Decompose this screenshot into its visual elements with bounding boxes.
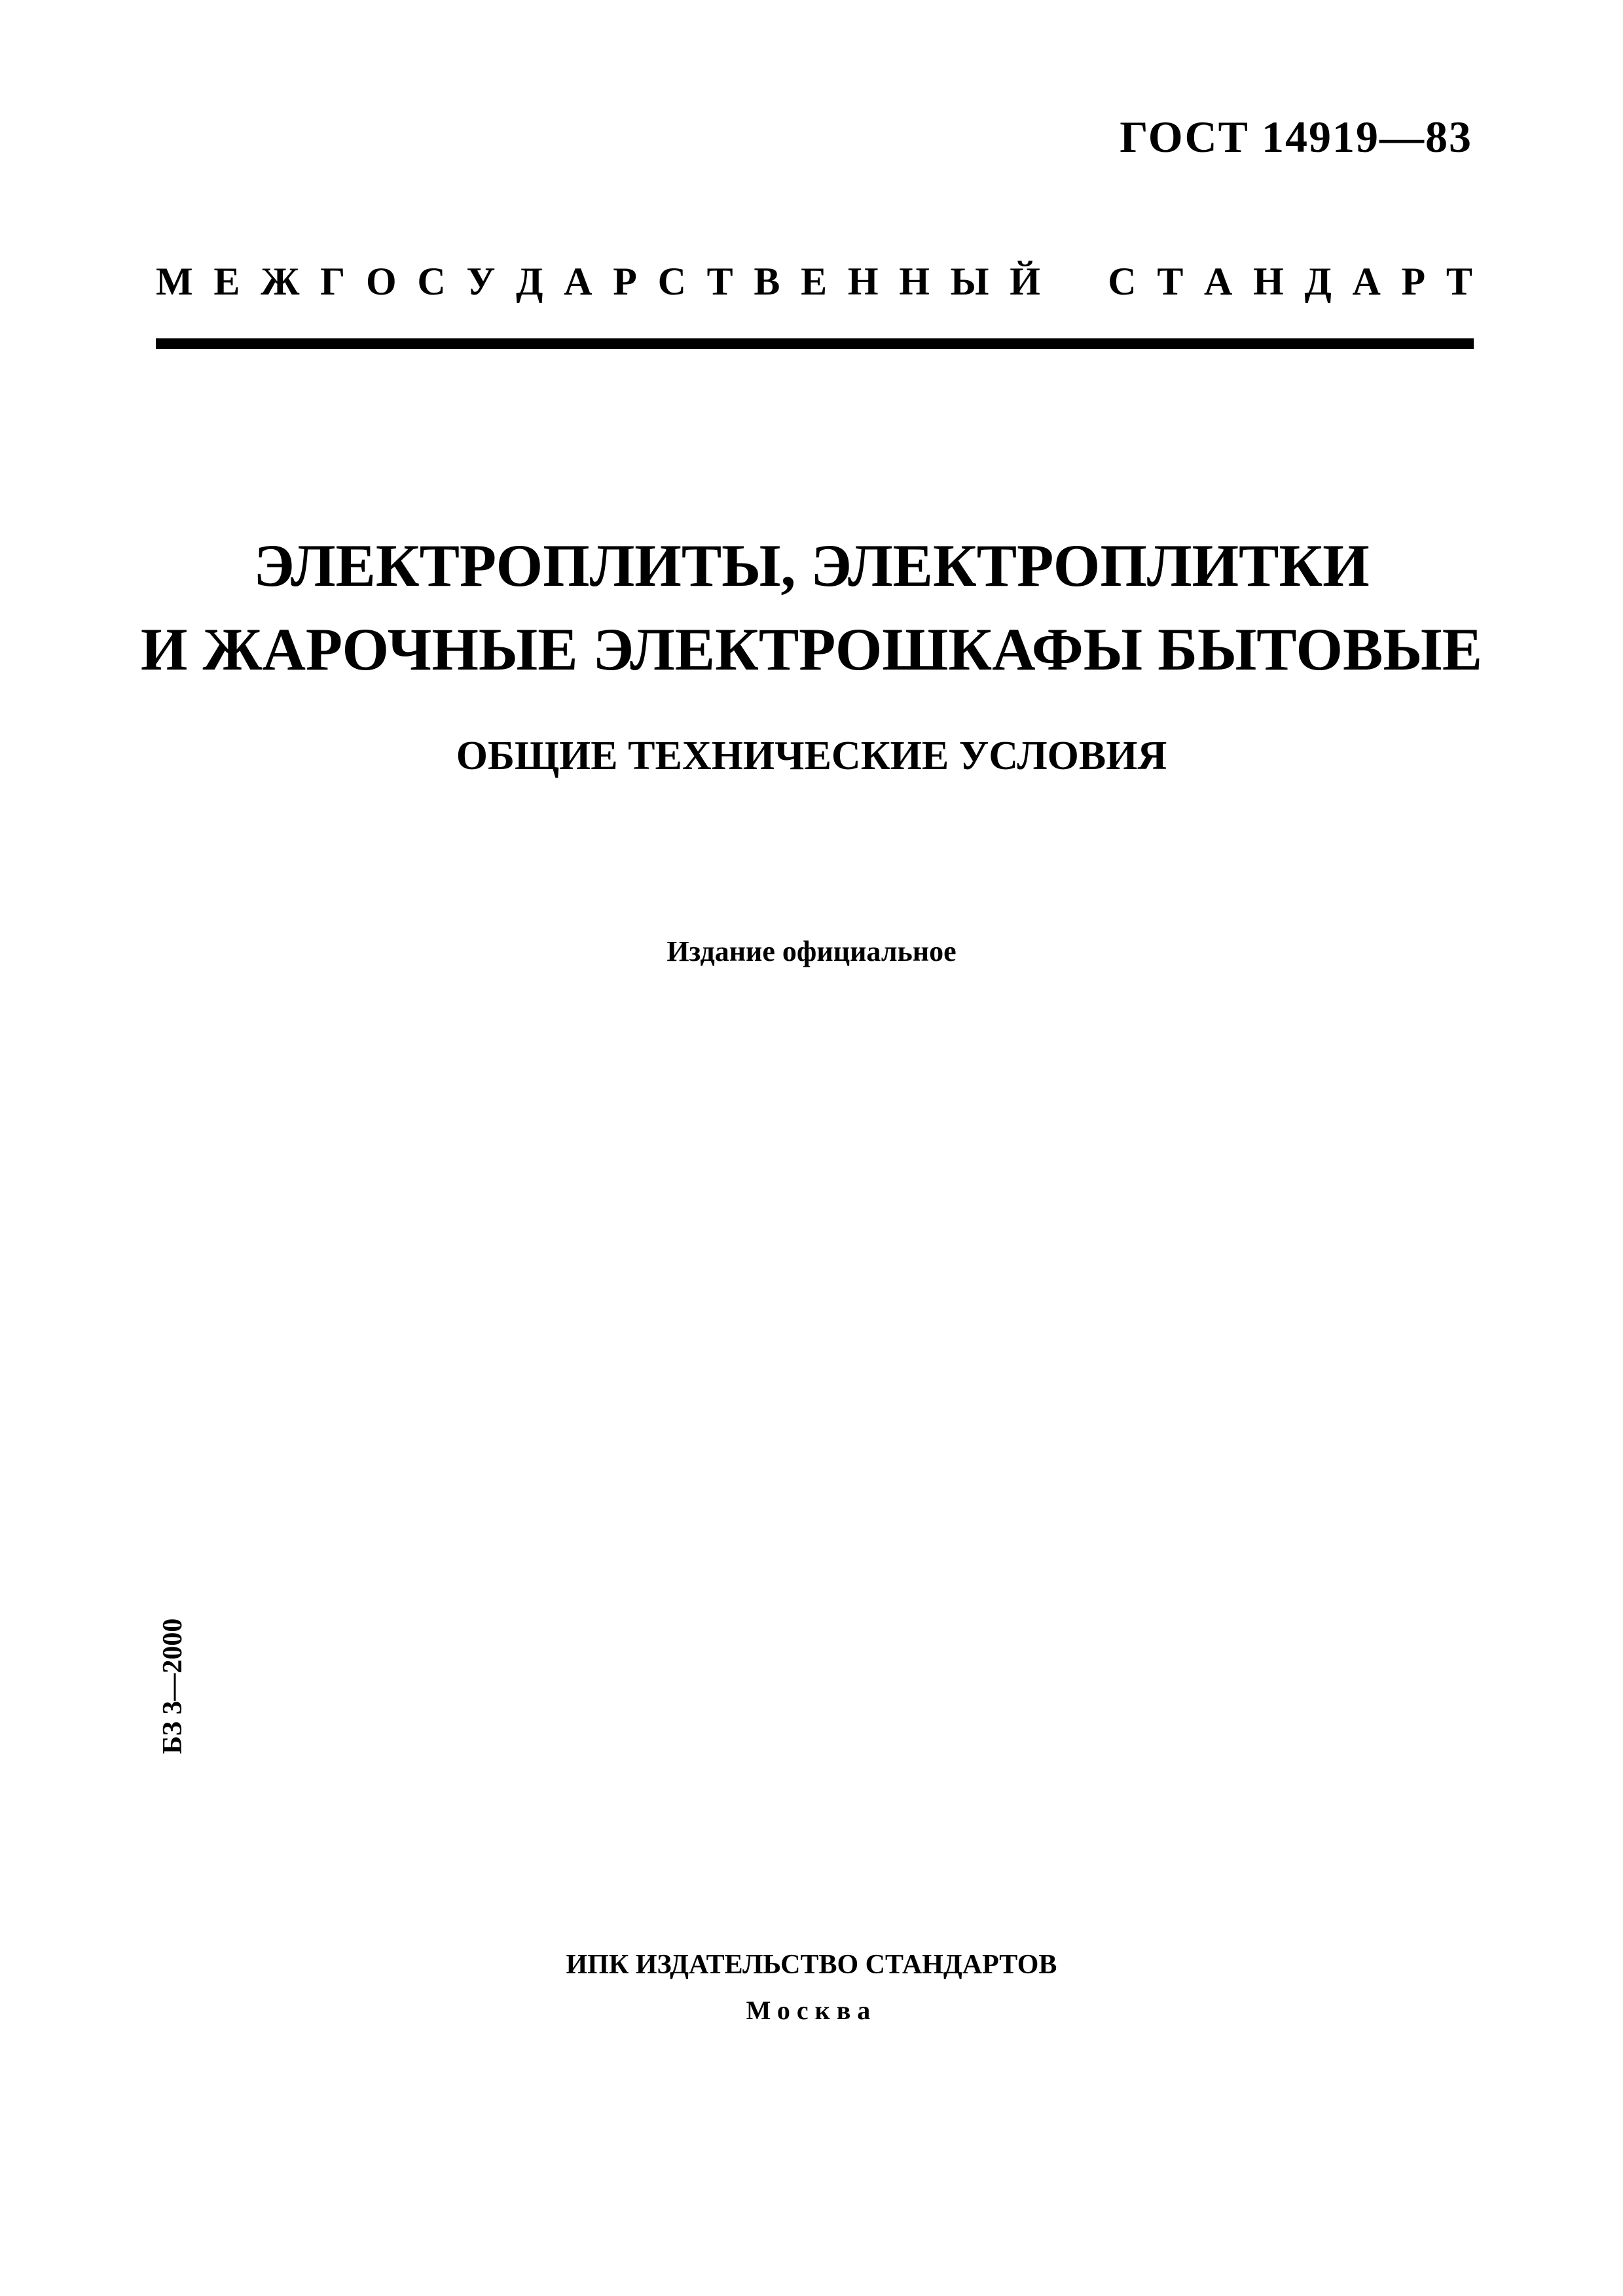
standard-type-letter: Р <box>613 260 637 303</box>
standard-type-letter: А <box>1204 260 1233 303</box>
standard-type-letter: А <box>1352 260 1381 303</box>
standard-type-letter: С <box>1108 260 1137 303</box>
standard-type-letter: Т <box>706 260 733 303</box>
standard-type-heading <box>156 252 1472 311</box>
standard-type-letter: Н <box>1253 260 1284 303</box>
catalog-code: БЗ 3—2000 <box>158 1618 188 1754</box>
standard-type-letter: Й <box>1010 260 1040 303</box>
standard-type-letter: Е <box>801 260 828 303</box>
publisher-city: Москва <box>746 1996 877 2025</box>
standard-type-letter: Н <box>847 260 879 303</box>
standard-type-letter: Ж <box>261 260 300 303</box>
standard-type-letter: Д <box>1304 260 1332 303</box>
standard-type-letter: Н <box>899 260 930 303</box>
standard-type-letter: В <box>754 260 780 303</box>
standard-type-letter: Т <box>1157 260 1184 303</box>
document-subtitle: ОБЩИЕ ТЕХНИЧЕСКИЕ УСЛОВИЯ <box>456 734 1167 778</box>
publisher-name: ИПК ИЗДАТЕЛЬСТВО СТАНДАРТОВ <box>566 1950 1057 1980</box>
standard-type-letter: М <box>156 260 193 303</box>
document-title <box>131 524 1492 691</box>
title-line-2: И ЖАРОЧНЫЕ ЭЛЕКТРОШКАФЫ БЫТОВЫЕ <box>140 616 1483 683</box>
edition-note: Издание официальное <box>666 935 957 967</box>
standard-type-letter: О <box>366 260 397 303</box>
title-line-1: ЭЛЕКТРОПЛИТЫ, ЭЛЕКТРОПЛИТКИ <box>253 532 1370 599</box>
standard-type-letter: С <box>657 260 686 303</box>
standard-type-letter <box>1061 252 1087 311</box>
standard-type-letter: Г <box>320 260 346 303</box>
standard-type-letter: Е <box>213 260 240 303</box>
standard-type-letter: А <box>564 260 593 303</box>
standard-type-letter: Ы <box>950 260 989 303</box>
standard-type-letter: Д <box>516 260 543 303</box>
heading-divider <box>156 338 1474 349</box>
standard-type-letter: С <box>417 260 446 303</box>
standard-type-letter: Р <box>1401 260 1426 303</box>
standard-designation: ГОСТ 14919—83 <box>1120 112 1472 162</box>
standard-type-letter: У <box>466 260 496 303</box>
standard-type-letter: Т <box>1446 260 1472 303</box>
